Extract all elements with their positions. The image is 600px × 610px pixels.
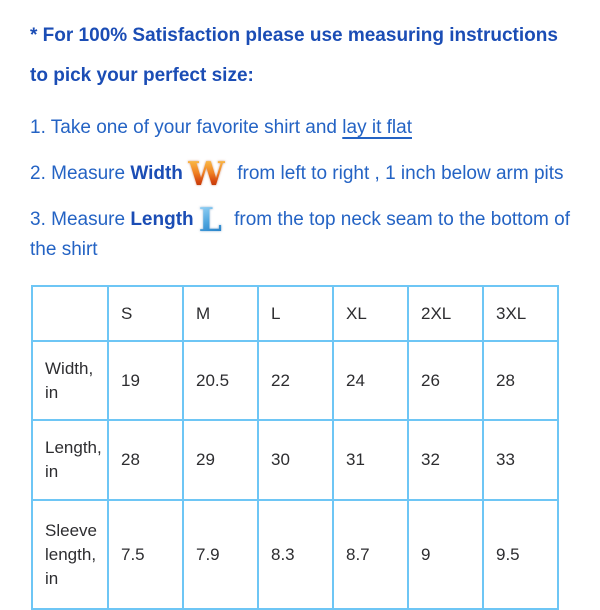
satisfaction-heading-line2: to pick your perfect size: — [30, 65, 254, 86]
size-column-header-m: M — [183, 286, 258, 341]
width-value-m: 20.5 — [183, 341, 258, 420]
sleeve-value-m: 7.9 — [183, 500, 258, 609]
row-label-width: Width, in — [32, 341, 108, 420]
width-value-3xl: 28 — [483, 341, 558, 420]
size-column-header-s: S — [108, 286, 183, 341]
width-letter-icon: W — [187, 154, 225, 193]
width-value-2xl: 26 — [408, 341, 483, 420]
width-label: Width — [130, 163, 183, 184]
length-value-s: 28 — [108, 420, 183, 500]
size-column-header-l: L — [258, 286, 333, 341]
length-value-3xl: 33 — [483, 420, 558, 500]
instruction-step-2-suffix: from left to right , 1 inch below arm pits — [231, 163, 564, 184]
instruction-step-2 — [30, 154, 572, 193]
satisfaction-heading-line1: * For 100% Satisfaction please use measuring instructions — [30, 25, 558, 46]
table-row-sleeve-length — [32, 500, 558, 609]
length-label: Length — [130, 209, 194, 230]
satisfaction-heading — [30, 16, 572, 96]
row-label-sleeve-length: Sleeve length, in — [32, 500, 108, 609]
width-value-l: 22 — [258, 341, 333, 420]
sleeve-value-3xl: 9.5 — [483, 500, 558, 609]
length-value-l: 30 — [258, 420, 333, 500]
size-chart-corner-cell — [32, 286, 108, 341]
size-column-header-xl: XL — [333, 286, 408, 341]
row-label-length: Length, in — [32, 420, 108, 500]
width-value-s: 19 — [108, 341, 183, 420]
width-value-xl: 24 — [333, 341, 408, 420]
table-row-length — [32, 420, 558, 500]
instruction-step-1 — [30, 113, 572, 143]
length-value-m: 29 — [183, 420, 258, 500]
instruction-step-3-suffix-line2: the shirt — [30, 239, 98, 260]
sleeve-value-2xl: 9 — [408, 500, 483, 609]
sleeve-value-xl: 8.7 — [333, 500, 408, 609]
sleeve-value-s: 7.5 — [108, 500, 183, 609]
size-column-header-2xl: 2XL — [408, 286, 483, 341]
size-chart-header-row — [32, 286, 558, 341]
lay-it-flat-link[interactable]: lay it flat — [342, 117, 412, 138]
instruction-step-1-text: 1. Take one of your favorite shirt and — [30, 117, 343, 138]
size-column-header-3xl: 3XL — [483, 286, 558, 341]
instruction-step-2-prefix: 2. Measure — [30, 163, 131, 184]
length-letter-icon: L — [198, 200, 222, 239]
sleeve-value-l: 8.3 — [258, 500, 333, 609]
instruction-step-3-suffix-line1: from the top neck seam to the bottom of — [228, 209, 570, 230]
instruction-step-3-prefix: 3. Measure — [30, 209, 131, 230]
length-value-2xl: 32 — [408, 420, 483, 500]
length-value-xl: 31 — [333, 420, 408, 500]
table-row-width — [32, 341, 558, 420]
size-chart-table — [31, 285, 559, 610]
instruction-step-3 — [30, 200, 572, 265]
